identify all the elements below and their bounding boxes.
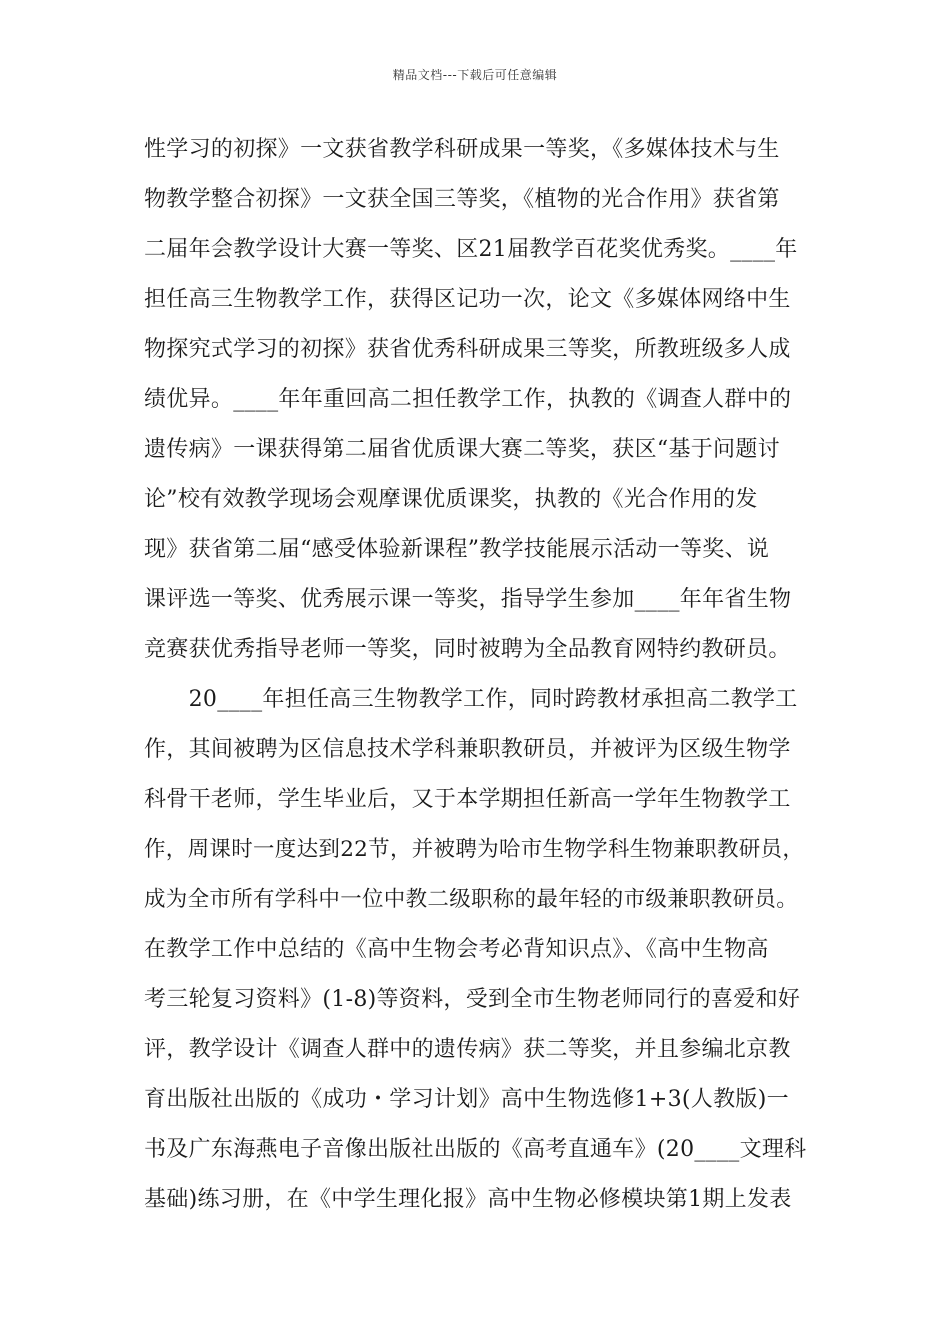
text-line: 性学习的初探》一文获省教学科研成果一等奖，《多媒体技术与生 <box>144 137 780 162</box>
text-line: 作，周课时一度达到22节，并被聘为哈市生物学科生物兼职教研员， <box>144 837 805 862</box>
text-line: 书及广东海燕电子音像出版社出版的《高考直通车》(20____文理科 <box>144 1137 807 1162</box>
text-line: 育出版社出版的《成功・学习计划》高中生物选修1+3(人教版)一 <box>144 1087 789 1112</box>
text-line: 竞赛获优秀指导老师一等奖，同时被聘为全品教育网特约教研员。 <box>144 637 791 662</box>
text-line: 基础)练习册，在《中学生理化报》高中生物必修模块第1期上发表 <box>144 1187 792 1212</box>
text-line: 绩优异。____年年重回高二担任教学工作，执教的《调查人群中的 <box>144 387 792 412</box>
text-line: 作，其间被聘为区信息技术学科兼职教研员，并被评为区级生物学 <box>144 737 791 762</box>
text-line: 在教学工作中总结的《高中生物会考必背知识点》、《高中生物高 <box>144 937 769 962</box>
text-line: 担任高三生物教学工作，获得区记功一次，论文《多媒体网络中生 <box>144 287 791 312</box>
page-header: 精品文档---下载后可任意编辑 <box>392 68 558 82</box>
text-line: 二届年会教学设计大赛一等奖、区21届教学百花奖优秀奖。____年 <box>144 237 798 262</box>
text-line: 科骨干老师，学生毕业后，又于本学期担任新高一学年生物教学工 <box>144 787 791 812</box>
text-line: 课评选一等奖、优秀展示课一等奖，指导学生参加____年年省生物 <box>144 587 792 612</box>
paragraph-start-line: 20____年担任高三生物教学工作，同时跨教材承担高二教学工 <box>144 687 798 712</box>
text-line: 评，教学设计《调查人群中的遗传病》获二等奖，并且参编北京教 <box>144 1037 791 1062</box>
text-line: 遗传病》一课获得第二届省优质课大赛二等奖，获区“基于问题讨 <box>144 437 780 462</box>
text-line: 现》获省第二届“感受体验新课程”教学技能展示活动一等奖、说 <box>144 537 770 562</box>
text-line: 物探究式学习的初探》获省优秀科研成果三等奖，所教班级多人成 <box>144 337 791 362</box>
text-line: 论”校有效教学现场会观摩课优质课奖，执教的《光合作用的发 <box>144 487 758 512</box>
document-body <box>144 125 809 1225</box>
text-line: 考三轮复习资料》(1-8)等资料，受到全市生物老师同行的喜爱和好 <box>144 987 801 1012</box>
text-line: 物教学整合初探》一文获全国三等奖，《植物的光合作用》获省第 <box>144 187 780 212</box>
text-line: 成为全市所有学科中一位中教二级职称的最年轻的市级兼职教研员。 <box>144 887 799 912</box>
